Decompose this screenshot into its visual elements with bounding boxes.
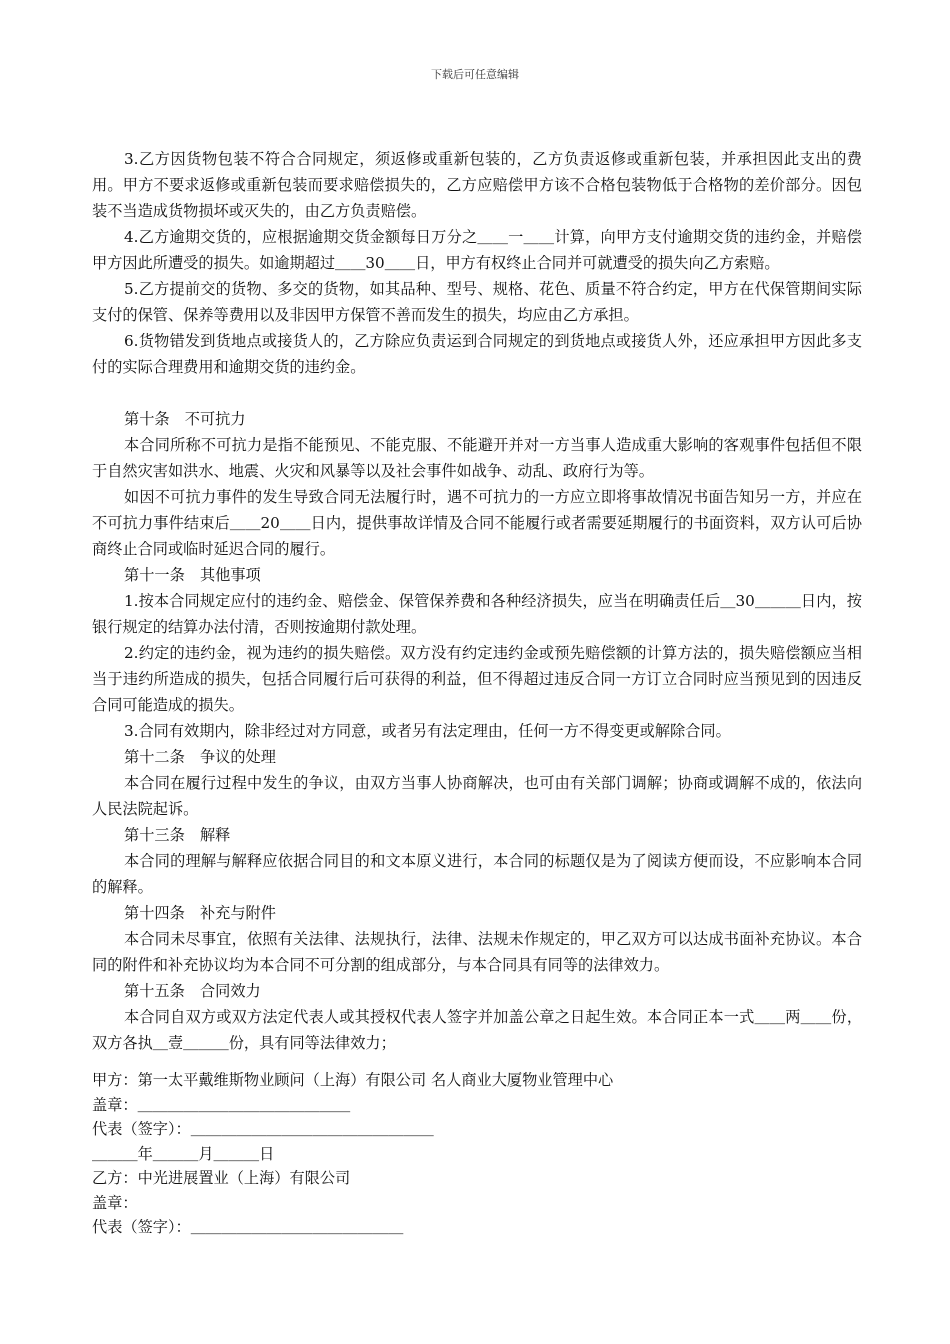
clause-paragraph: 6.货物错发到货地点或接货人的，乙方除应负责运到合同规定的到货地点或接货人外，还应承担甲方因此多支付的实际合理费用和逾期交货的违约金。 — [92, 332, 862, 376]
article-heading: 第十条 不可抗力 — [124, 410, 246, 428]
clause-paragraph: 本合同在履行过程中发生的争议，由双方当事人协商解决，也可由有关部门调解；协商或调解不成的，依法向人民法院起诉。 — [92, 774, 862, 818]
clause-paragraph: 2.约定的违约金，视为违约的损失赔偿。双方没有约定违约金或预先赔偿额的计算方法的，损失赔偿额应当相当于违约所造成的损失，包括合同履行后可获得的利益，但不得超过违反合同一方订立合同时应当预见到的因违反合同可能造成的损失。 — [92, 644, 862, 714]
article-heading: 第十二条 争议的处理 — [124, 748, 276, 766]
clause-paragraph: 5.乙方提前交的货物、多交的货物，如其品种、型号、规格、花色、质量不符合约定，甲方在代保管期间实际支付的保管、保养等费用以及非因甲方保管不善而发生的损失，均应由乙方承担。 — [92, 280, 862, 324]
article-heading: 第十五条 合同效力 — [124, 982, 261, 1000]
party-b-line: 乙方：中光进展置业（上海）有限公司 — [92, 1169, 351, 1187]
party-a-representative-line: 代表（签字）：＿＿＿＿＿＿＿＿＿＿＿＿＿＿＿＿ — [92, 1120, 434, 1138]
contract-body — [92, 146, 862, 1056]
date-line: ＿＿＿年＿＿＿月＿＿＿日 — [92, 1144, 275, 1163]
clause-paragraph: 3.乙方因货物包装不符合合同规定，须返修或重新包装的，乙方负责返修或重新包装，并承担因此支出的费用。甲方不要求返修或重新包装而要求赔偿损失的，乙方应赔偿甲方该不合格包装物低于合格物的差价部分。因包装不当造成货物损坏或灭失的，由乙方负责赔偿。 — [92, 150, 862, 220]
clause-paragraph: 本合同自双方或双方法定代表人或其授权代表人签字并加盖公章之日起生效。本合同正本一式＿＿两＿＿份，双方各执＿壹＿＿＿份，具有同等法律效力； — [92, 1008, 862, 1052]
clause-paragraph: 本合同未尽事宜，依照有关法律、法规执行，法律、法规未作规定的，甲乙双方可以达成书面补充协议。本合同的附件和补充协议均为本合同不可分割的组成部分，与本合同具有同等的法律效力。 — [92, 930, 862, 974]
party-b-seal-line: 盖章： — [92, 1193, 138, 1212]
clause-paragraph: 本合同的理解与解释应依据合同目的和文本原义进行，本合同的标题仅是为了阅读方便而设，不应影响本合同的解释。 — [92, 852, 862, 896]
clause-paragraph: 1.按本合同规定应付的违约金、赔偿金、保管保养费和各种经济损失，应当在明确责任后＿30＿＿＿日内，按银行规定的结算办法付清，否则按逾期付款处理。 — [92, 592, 862, 636]
page-header: 下载后可任意编辑 — [431, 68, 519, 81]
party-a-seal-line: 盖章：＿＿＿＿＿＿＿＿＿＿＿＿＿＿ — [92, 1095, 351, 1114]
party-a-line: 甲方：第一太平戴维斯物业顾问（上海）有限公司 名人商业大厦物业管理中心 — [92, 1071, 614, 1089]
clause-paragraph: 4.乙方逾期交货的，应根据逾期交货金额每日万分之＿＿一＿＿计算，向甲方支付逾期交货的违约金，并赔偿甲方因此所遭受的损失。如逾期超过＿＿30＿＿日，甲方有权终止合同并可就遭受的损失向乙方索赔。 — [92, 228, 862, 272]
clause-paragraph: 本合同所称不可抗力是指不能预见、不能克服、不能避开并对一方当事人造成重大影响的客观事件包括但不限于自然灾害如洪水、地震、火灾和风暴等以及社会事件如战争、动乱、政府行为等。 — [92, 436, 862, 480]
article-heading: 第十一条 其他事项 — [124, 566, 261, 584]
party-b-representative-line: 代表（签字）：＿＿＿＿＿＿＿＿＿＿＿＿＿＿ — [92, 1218, 404, 1236]
signature-block — [92, 1068, 862, 1240]
article-heading: 第十四条 补充与附件 — [124, 904, 276, 922]
article-heading: 第十三条 解释 — [124, 826, 231, 844]
clause-paragraph: 如因不可抗力事件的发生导致合同无法履行时，遇不可抗力的一方应立即将事故情况书面告知另一方，并应在不可抗力事件结束后＿＿20＿＿日内，提供事故详情及合同不能履行或者需要延期履行的书面资料，双方认可后协商终止合同或临时延迟合同的履行。 — [92, 488, 862, 558]
clause-paragraph: 3.合同有效期内，除非经过对方同意，或者另有法定理由，任何一方不得变更或解除合同。 — [124, 722, 731, 740]
